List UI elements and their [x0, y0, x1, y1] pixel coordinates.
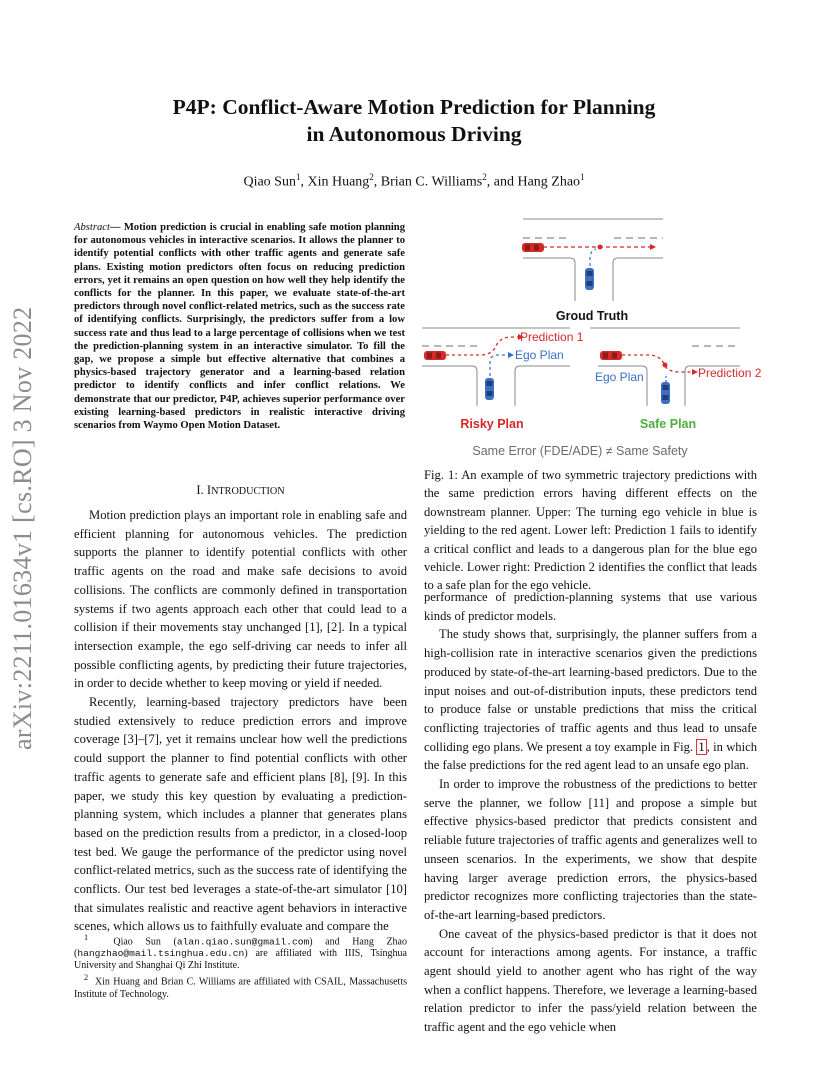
- author-name: Brian C. Williams: [380, 174, 483, 190]
- title-line-1: P4P: Conflict-Aware Motion Prediction for Planning: [172, 95, 656, 119]
- section-title-first-letter: I: [206, 483, 212, 497]
- author-name: Xin Huang: [307, 174, 370, 190]
- car-window: [587, 281, 593, 286]
- figure-caption: Fig. 1: An example of two symmetric trajectory predictions with the same prediction errors having different effects on the downstream planner. Upper: The turning ego vehicle in blue is yielding to the red agent. Lower left: Prediction 1 fails to identify a critical conflict and leads to a dangerous plan for the blue ego vehicle. Lower right: Prediction 2 identifies the conflict that leads to a safe plan for the ego vehicle.: [424, 468, 757, 593]
- body-paragraph: performance of prediction-planning systems that use various kinds of predictor models.: [424, 590, 757, 623]
- conflict-point: [663, 363, 668, 368]
- conflict-point: [598, 245, 603, 250]
- figure-reference-link[interactable]: 1: [698, 739, 705, 754]
- abstract: [74, 221, 405, 432]
- body-paragraph: [424, 625, 757, 775]
- prediction-1-label: Prediction 1: [520, 330, 584, 344]
- section-number: I.: [196, 483, 204, 497]
- footnote-text: ) are affiliated with IIIS, Tsinghua University and Shanghai Qi Zhi Institute.: [74, 948, 407, 972]
- figure-bottom-label: Same Error (FDE/ADE) ≠ Same Safety: [472, 444, 688, 458]
- road-edge: [422, 366, 477, 406]
- prediction-2-label: Prediction 2: [698, 366, 762, 380]
- left-column-body: [74, 506, 407, 936]
- risky-plan-label: Risky Plan: [460, 417, 524, 431]
- abstract-text: — Motion prediction is crucial in enabling safe motion planning for autonomous vehicles in interactive scenarios. It allows the planner to identify potential conflicts with other traffic agents and generate safe plans. Existing motion predictors often focus on reducing prediction errors, yet it remains an open question on how well they help identify the conflicts for the planner. In this paper, we evaluate state-of-the-art predictors through novel conflict-related metrics, such as the success rate of identifying conflicts. Surprisingly, the predictors suffer from a low success rate and thus lead to a large percentage of collisions when we test the prediction-planning system in an interactive simulator. To fill the gap, we propose a simple but effective alternative that combines a physics-based trajectory generator and a learning-based relation predictor to identify conflicts and infer conflict relations. We demonstrate that our predictor, P4P, achieves superior performance over existing learning-based predictors in realistic interactive driving scenarios from Waymo Open Motion Dataset.: [74, 222, 405, 432]
- body-paragraph: In order to improve the robustness of the predictions to better serve the planner, we follow [11] and propose a simple but effective physics-based predictor that predicts consistent and reliable future trajectories of traffic agents and generalizes well to unseen scenarios. In the experiments, we show that despite having larger average prediction errors, the physics-based predictor recognizes more conflicting trajectories than the state-of-the-art learning-based predictors.: [424, 777, 757, 922]
- footnote-1: [74, 932, 407, 972]
- author-list: [0, 172, 828, 191]
- author-affiliation: 2: [369, 172, 374, 182]
- car-window: [487, 391, 493, 396]
- road-edge: [613, 258, 663, 301]
- author-separator: ,: [300, 174, 308, 190]
- ego-plan-label-left: Ego Plan: [515, 348, 564, 362]
- body-paragraph: Recently, learning-based trajectory predictors have been studied extensively to reduce prediction errors and improve coverage [3]–[7], yet it remains unclear how well the predictions could support the planner to find potential conflicts with other traffic agents to generate safe and efficient plans [8], [9]. In this paper, we study this key question by evaluating a prediction-planning system, which includes a planner that generates plans based on the prediction results from a predictor, in a closed-loop test bed. We gauge the performance of the predictor using novel conflict-related metrics, such as the success rate of identifying the conflicts. Our test bed leverages a state-of-the-art simulator [10] that simulates realistic and reactive agent behaviors in interactive scenes, which allows us to faithfully evaluate and compare the: [74, 695, 407, 934]
- footnote-2: [74, 972, 407, 1000]
- author-name: Hang Zhao: [517, 174, 581, 190]
- road-edge: [523, 258, 575, 301]
- body-paragraph: Motion prediction plays an important role in enabling safe and efficient planning for autonomous vehicles. The prediction supports the planner to identify potential conflicts with other traffic agents on the road and make safe decisions to avoid collisions. The conflicts are commonly defined in transportation systems if two agents approach each other that could lead to a collision if their movements stay unchanged [1], [2]. In a typical intersection example, the ego self-driving car needs to infer all possible conflicting agents, by predicting their future trajectories, in order to decide whether to keep moving or yield if needed.: [74, 508, 407, 691]
- car-window: [587, 271, 593, 276]
- footnote-text: Qiao Sun (: [113, 936, 177, 948]
- car-window: [663, 395, 669, 400]
- section-title: [207, 483, 285, 497]
- car-window: [487, 381, 493, 386]
- ego-trajectory: [590, 249, 596, 266]
- paper-title: [0, 94, 828, 148]
- email-address[interactable]: hangzhao@mail.tsinghua.edu.cn: [77, 948, 245, 960]
- footnote-text: Xin Huang and Brian C. Williams are affiliated with CSAIL, Massachusetts Institute of Technology.: [74, 976, 407, 1000]
- arxiv-side-stamp: arXiv:2211.01634v1 [cs.RO] 3 Nov 2022: [8, 306, 37, 750]
- author-affiliation: 1: [295, 172, 301, 182]
- footnote-text: ) and Hang Zhao (: [74, 936, 407, 960]
- figure-1: [420, 206, 765, 464]
- footnote-mark: 1: [84, 933, 89, 942]
- section-title-rest: NTRODUCTION: [211, 486, 285, 497]
- author-affiliation: 2: [482, 172, 487, 182]
- trajectory-arrowhead: [650, 244, 656, 250]
- email-address[interactable]: alan.qiao.sun@gmail.com: [176, 936, 310, 948]
- car-window: [534, 245, 539, 251]
- paragraph-text: The study shows that, surprisingly, the planner suffers from a high-collision rate in interactive scenarios given the predictions produced by state-of-the-art learning-based predictors. Due to the input noises and out-of-distribution inputs, these predictors tend to produce false or unstable predictions that miss the critical conflicting trajectories of traffic agents and thus lead to unsafe colliding ego plans. We present a toy example in Fig.: [424, 627, 757, 754]
- car-window: [663, 385, 669, 390]
- prediction-1-trajectory: [446, 337, 518, 355]
- safe-plan-label: Safe Plan: [639, 417, 697, 431]
- ground-truth-label: Groud Truth: [555, 309, 629, 323]
- car-window: [525, 245, 530, 251]
- author-affiliation: 1: [580, 172, 585, 182]
- right-column-body: [424, 588, 757, 1037]
- car-window: [436, 353, 441, 359]
- ego-plan-trajectory: [490, 355, 508, 376]
- title-line-2: in Autonomous Driving: [306, 122, 522, 146]
- footnotes: [74, 932, 407, 1001]
- author-separator: , and: [486, 174, 518, 190]
- paragraph-text: , in which the false predictions for the red agent lead to an unsafe ego plan.: [424, 739, 757, 773]
- footnote-mark: 2: [84, 973, 89, 983]
- car-window: [612, 353, 617, 359]
- road-edge: [515, 366, 570, 406]
- abstract-label: Abstract: [74, 222, 110, 233]
- trajectory-arrowhead: [508, 352, 514, 358]
- car-window: [603, 353, 608, 359]
- ego-plan-label-right: Ego Plan: [595, 370, 644, 384]
- section-heading: [74, 483, 407, 498]
- author-name: Qiao Sun: [243, 174, 296, 190]
- car-window: [427, 353, 432, 359]
- author-separator: ,: [373, 174, 381, 190]
- body-paragraph: One caveat of the physics-based predictor is that it does not account for interactions among agents. For instance, a traffic agent should yield to another agent who has right of the way when a conflict happens. Therefore, we leverage a learning-based relation predictor to infer the pass/yield relation between the traffic agent and the ego vehicle when: [424, 926, 757, 1035]
